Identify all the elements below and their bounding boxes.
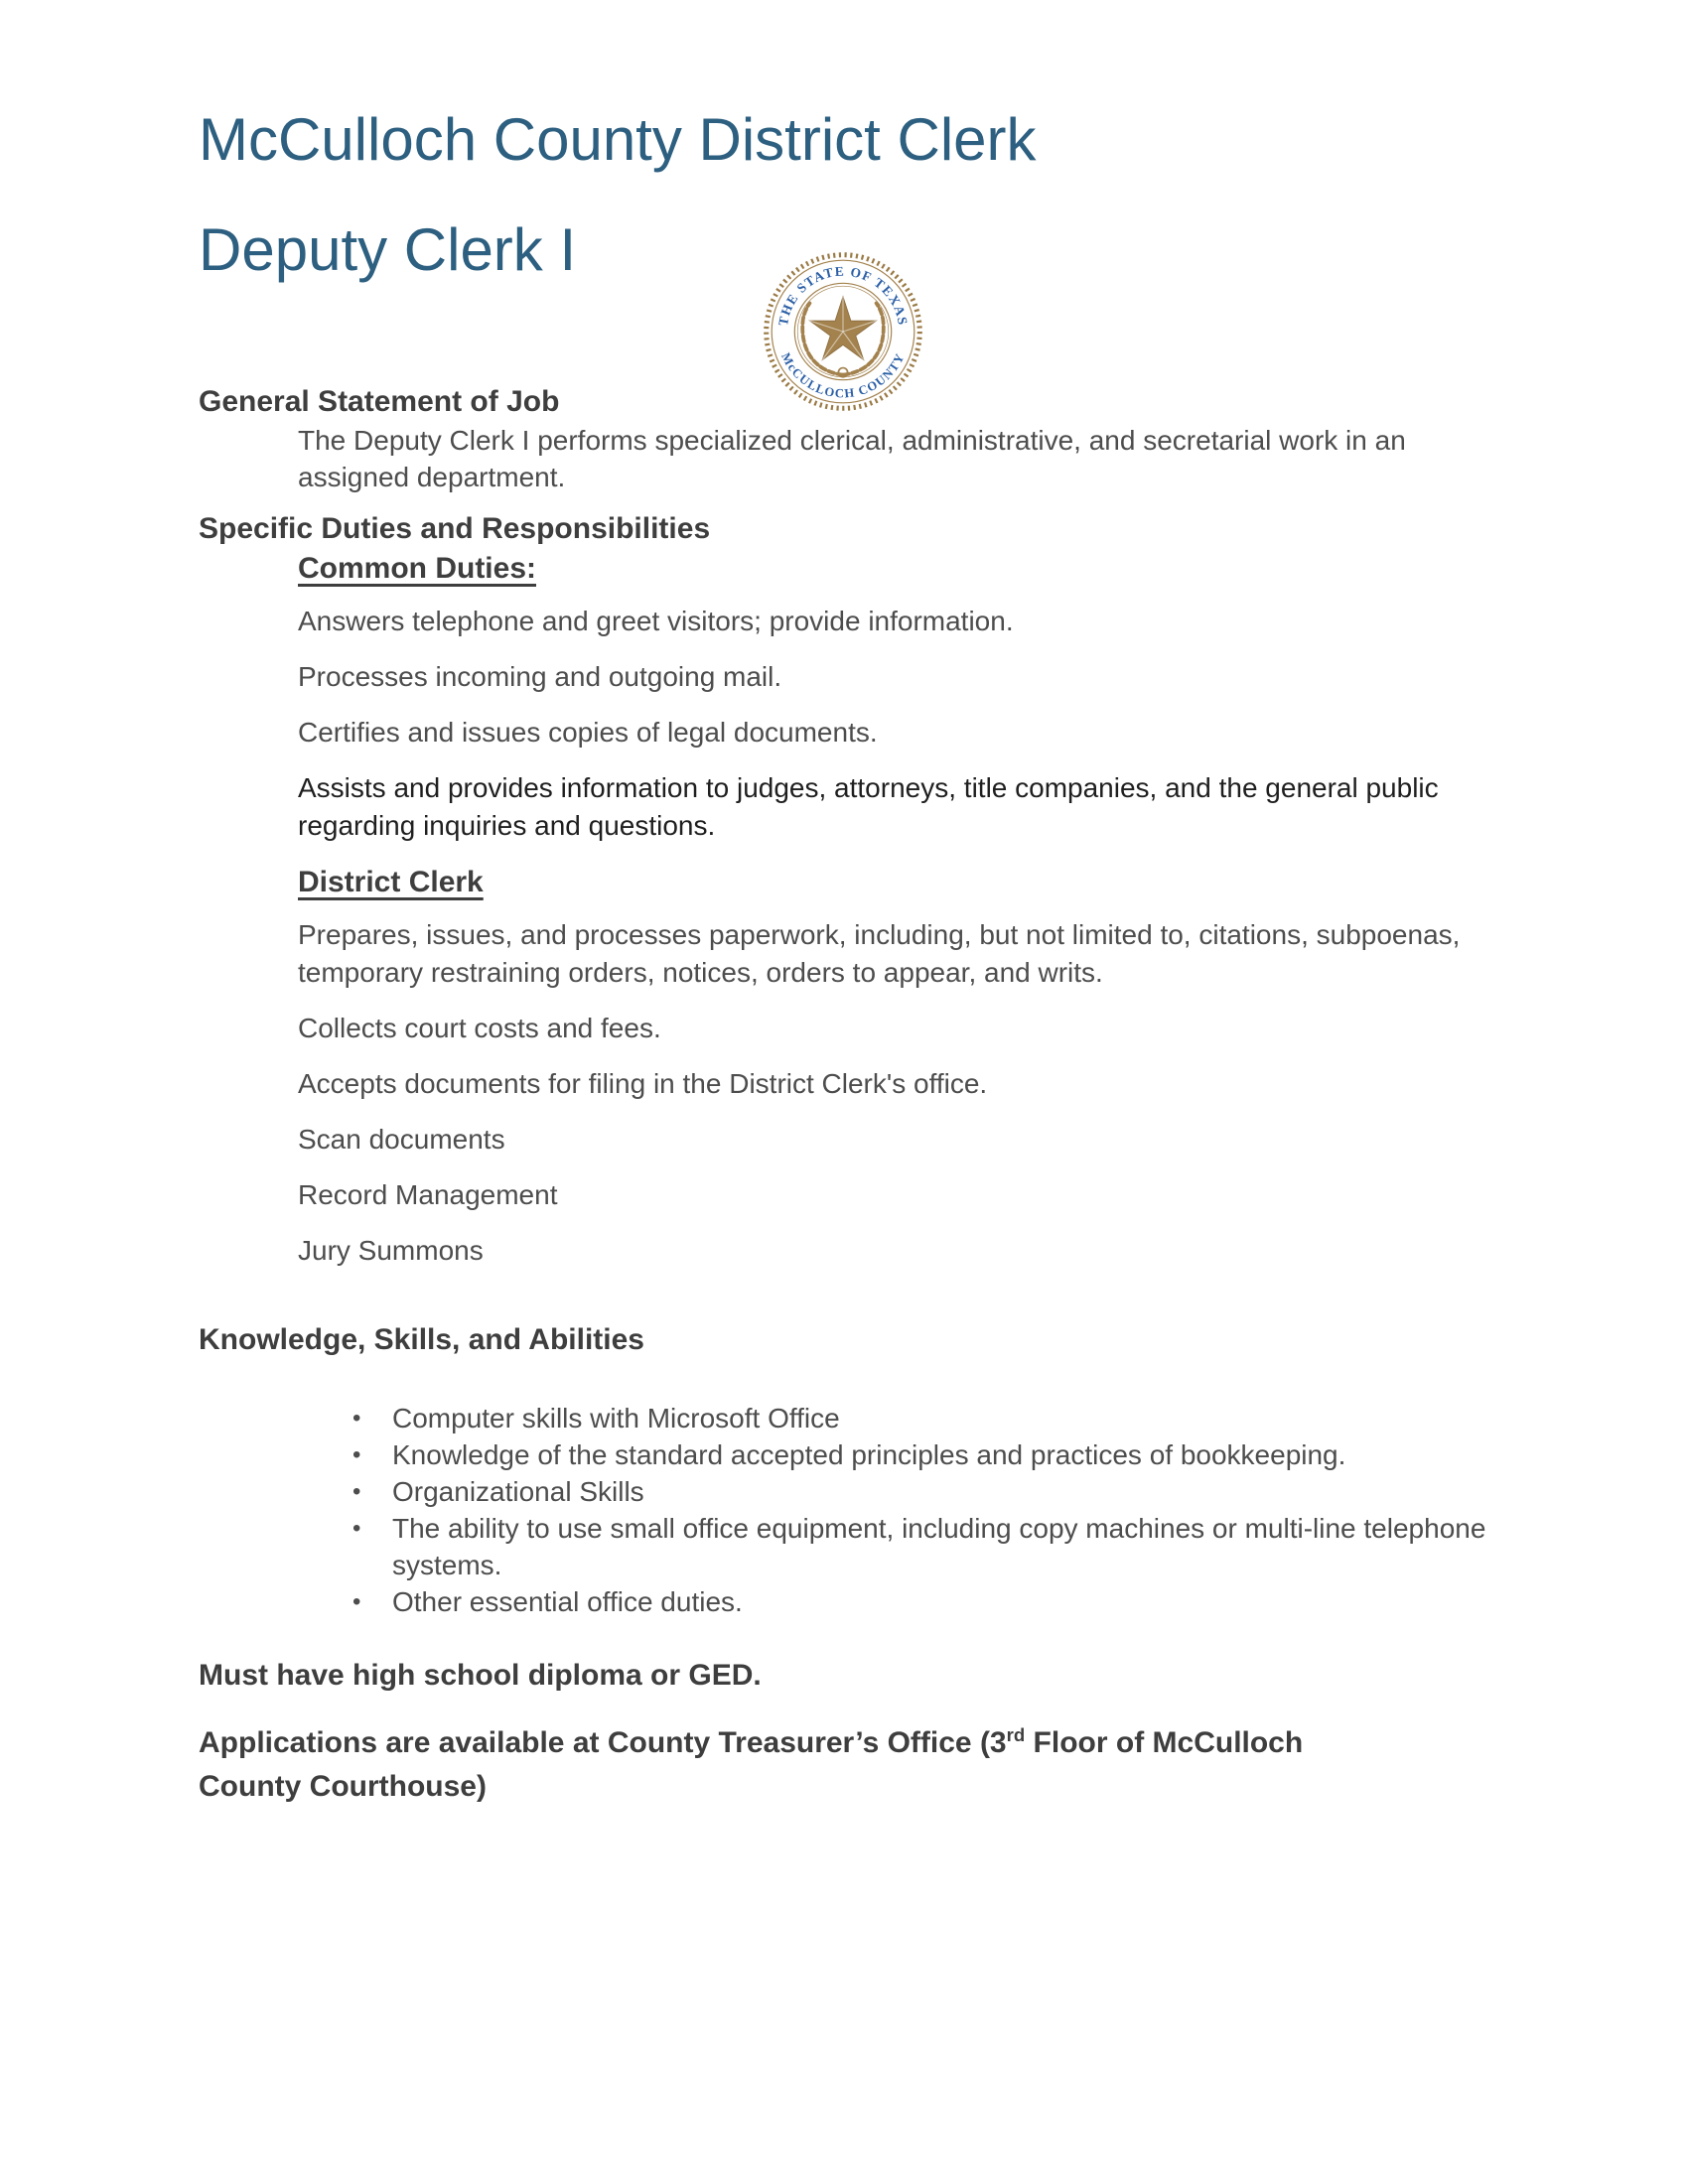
- district-duty-item: Record Management: [298, 1179, 558, 1210]
- ksa-bullet-item: [352, 1400, 1489, 1436]
- district-duty-item: Prepares, issues, and processes paperwork, including, but not limited to, citations, subpoenas, temporary restraining orders, notices, orders to appear, and writs.: [298, 919, 1461, 988]
- ksa-bullet-text: Knowledge of the standard accepted principles and practices of bookkeeping.: [392, 1439, 1346, 1470]
- common-duties-list: [298, 603, 1489, 845]
- applications-ordinal-suffix: rd: [1006, 1724, 1026, 1745]
- general-statement-text: The Deputy Clerk I performs specialized clerical, administrative, and secretarial work in an assigned department.: [298, 425, 1406, 492]
- bullet-icon: •: [352, 1405, 361, 1432]
- knowledge-skills-abilities-heading: Knowledge, Skills, and Abilities: [199, 1323, 644, 1356]
- diploma-requirement-text: Must have high school diploma or GED.: [199, 1659, 762, 1692]
- specific-duties-heading: Specific Duties and Responsibilities: [199, 512, 711, 545]
- title-line-1: McCulloch County District Clerk: [199, 106, 1037, 173]
- district-duty-item: Jury Summons: [298, 1235, 484, 1266]
- ksa-bullet-text: Other essential office duties.: [392, 1586, 743, 1617]
- general-statement-heading: General Statement of Job: [199, 385, 560, 418]
- title-line-2: Deputy Clerk I: [199, 216, 577, 283]
- applications-text-pre: Applications are available at County Treasurer’s Office (3: [199, 1726, 1007, 1759]
- common-duty-item: Assists and provides information to judges, attorneys, title companies, and the general public regarding inquiries and questions.: [298, 772, 1439, 841]
- common-duty-item: Processes incoming and outgoing mail.: [298, 661, 782, 692]
- ksa-bullet-item: [352, 1436, 1489, 1473]
- ksa-bullet-text: The ability to use small office equipment, including copy machines or multi-line telephone systems.: [392, 1513, 1486, 1580]
- seal-star-icon: [809, 297, 876, 360]
- ksa-bullet-list: [352, 1400, 1489, 1620]
- ksa-bullet-item: [352, 1473, 1489, 1510]
- applications-text-post: Floor of McCulloch County Courthouse): [199, 1726, 1304, 1803]
- bullet-icon: •: [352, 1441, 361, 1468]
- district-clerk-heading: District Clerk: [298, 866, 484, 898]
- seal-bottom-text: McCULLOCH COUNTY: [778, 350, 908, 401]
- ksa-bullet-item: [352, 1583, 1489, 1620]
- common-duty-item: Certifies and issues copies of legal documents.: [298, 717, 878, 748]
- district-duty-item: Collects court costs and fees.: [298, 1013, 661, 1043]
- district-duty-item: Scan documents: [298, 1124, 505, 1155]
- ksa-bullet-item: [352, 1510, 1489, 1583]
- ksa-bullet-text: Computer skills with Microsoft Office: [392, 1403, 840, 1433]
- common-duty-item: Answers telephone and greet visitors; provide information.: [298, 606, 1014, 636]
- district-duty-item: Accepts documents for filing in the District Clerk's office.: [298, 1068, 988, 1099]
- bullet-icon: •: [352, 1515, 361, 1542]
- mcculloch-county-seal-icon: [760, 248, 926, 415]
- applications-info-text: [199, 1721, 1390, 1809]
- bullet-icon: •: [352, 1478, 361, 1505]
- common-duties-heading: Common Duties:: [298, 552, 536, 585]
- seal-top-text: THE STATE OF TEXAS: [774, 263, 912, 328]
- district-clerk-duties-list: [298, 916, 1489, 1270]
- bullet-icon: •: [352, 1588, 361, 1615]
- ksa-bullet-text: Organizational Skills: [392, 1476, 644, 1507]
